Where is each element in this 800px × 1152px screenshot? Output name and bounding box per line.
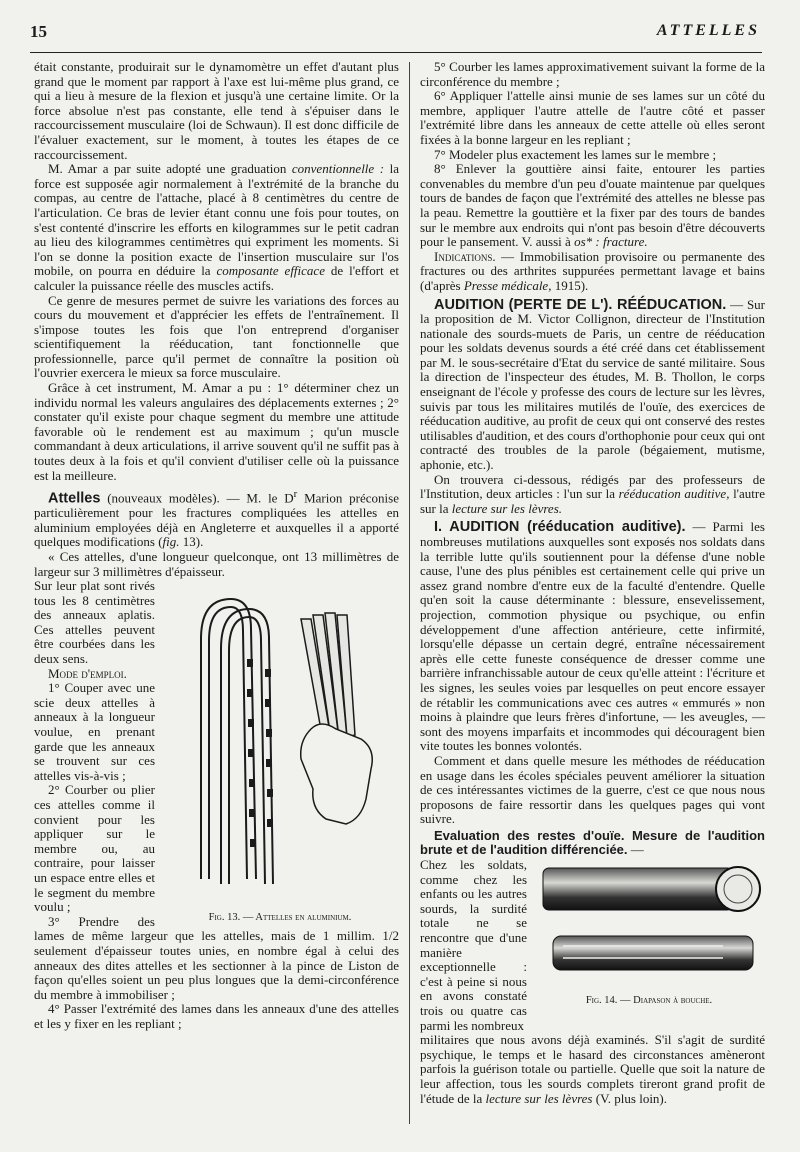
column-divider (409, 62, 410, 1124)
float-text: Chez les soldats, comme chez les enfants ou les autres sourds, la surdité totale ne se rencontre que d'une manière exceptionnelle : c'est à peine si nous en avons constaté trois ou quatre cas parmi les nombreux (420, 857, 527, 1033)
right-column (420, 60, 765, 1106)
step: 2° Courber ou plier ces attelles comme il convient pour les appliquer sur le membre ou, au contraire, pour laisser un espace entre elles et le segment du membre voulu ; (34, 782, 155, 915)
step: 8° Enlever la gouttière ainsi faite, entourer les parties convenables du membre d'un peu d'ouate maintenue par quelques tours de bandes de façon que l'extrémité des attelles ne blesse pas la peau. Remettre la gouttière et la fixer par des tours de bandes sur le membre aux endroits qui n'ont pas besoin d'être découverts pour le pansement. V. aussi à os* : fracture. (420, 161, 765, 250)
float-text: Sur leur plat sont rivés tous les 8 centimètres des anneaux aplatis. Ces attelles peuvent être courbées dans les deux sens. (34, 578, 155, 667)
figure-14 (533, 858, 765, 1009)
audition-entry: AUDITION (PERTE DE L'). RÉÉDUCATION. — Sur la proposition de M. Victor Collignon, directeur de l'Institution nationale des sourds-muets de Paris, un centre de rééducation pour les soldats devenus sourds a été créé dans cet établissement par M. le sous-secrétaire d'Etat du service de santé militaire. Sous la direction de l'inspecteur des études, M. B. Thollon, le corps enseignant de l'école y professe des cours de lecture sur les lèvres, suivis par tous les militaires mutilés de l'ouïe, des exercices de rééducation auditive, au profit de ceux qui ont conservé des restes utilisables d'audition, et des cours d'orthophonie pour ceux qui ont contracté des troubles de la parole (bégaiement, mutisme, aphonie, etc.). (420, 296, 765, 473)
diapason-illustration (533, 858, 765, 992)
audition-heading: AUDITION (PERTE DE L'). RÉÉDUCATION. (434, 296, 727, 313)
section-heading: I. AUDITION (rééducation auditive). (434, 519, 686, 536)
figure-13-caption: Fig. 13. — Attelles en aluminium. (208, 912, 352, 924)
step: 1° Couper avec une scie deux attelles à anneaux à la longueur voulue, en prenant garde que les anneaux se trouvent sur ces attelles vis-à-vis ; (34, 680, 155, 783)
eval-heading: Evaluation des restes d'ouïe. Mesure de l'audition brute et de l'audition différenciée. (420, 827, 765, 858)
paragraph: « Ces attelles, d'une longueur quelconque, ont 13 millimètres de largeur sur 3 millimètres d'épaisseur. (34, 548, 399, 579)
paragraph: était constante, produirait sur le dynamomètre un effet d'autant plus grand que le moment par rapport à l'axe est lui-même plus grand, ce qui a lieu à mesure de la flexion et jusqu'à une certaine limite. Or la force absolue n'est pas constante, elle tend à s'épuiser dans le raccourcissement musculaire (loi de Schwaun). Il est donc difficile de l'évaluer exactement, sur le moment, à toutes les étapes de ce raccourcissement. (34, 59, 399, 162)
eval-entry: Evaluation des restes d'ouïe. Mesure de l'audition brute et de l'audition différenciée. — (420, 827, 765, 858)
indications: Indications. — Immobilisation provisoire ou permanente des fractures ou des arthrites suppurées permettant lavage et bains (d'après Presse médicale, 1915). (420, 248, 765, 293)
mode-label: Mode d'emploi. (48, 665, 127, 681)
header-rule (30, 52, 762, 53)
paragraph: Comment et dans quelle mesure les méthodes de rééducation en usage dans les écoles spéciales peuvent améliorer la situation de ces intéressantes victimes de la guerre, c'est ce que nous nous proposons de faire ressortir dans les quelques pages qui vont suivre. (420, 752, 765, 827)
paragraph: Ce genre de mesures permet de suivre les variations des forces au cours du mouvement et d'apprécier les effets de l'entraînement. Il s'impose toutes les fois que l'on entreprend d'organiser scientifiquement la rééducation, tant fonctionnelle que professionnelle, parce qu'il permet de connaître la position où l'ouvrier exercera le mieux sa force musculaire. (34, 292, 399, 381)
splints-illustration (161, 579, 399, 909)
step: 5° Courber les lames approximativement suivant la forme de la circonférence du membre ; (420, 59, 765, 89)
paragraph: militaires que nous avons déjà examinés. S'il s'agit de surdité psychique, le temps et le hasard des circonstances amèneront parfois la guérison totale ou partielle. Quelle que soit la nature de leur affection, tous les sourds complets tireront grand profit de l'étude de la lecture sur les lèvres (V. plus loin). (420, 1032, 765, 1106)
paragraph: On trouvera ci-dessous, rédigés par des professeurs de l'Institution, deux articles : l'un sur la rééducation auditive, l'autre sur la lecture sur les lèvres. (420, 471, 766, 516)
step: 6° Appliquer l'attelle ainsi munie de ses lames sur un côté du membre, appliquer l'autre attelle de l'autre côté et passer l'extrémité libre dans les anneaux de cette attelle où elles seront fixées à la bonne largeur en les repliant ; (420, 88, 765, 147)
left-column (34, 60, 399, 1032)
figure-14-caption: Fig. 14. — Diapason à bouche. (585, 995, 713, 1007)
section-entry: I. AUDITION (rééducation auditive). — Parmi les nombreuses mutilations auxquelles sont exposés nos soldats dans la terrible lutte qu'ils soutiennent pour la défense d'une noble cause, l'une des plus pénibles est certainement celle qui prive un assez grand nombre d'entre eux de la faculté d'entendre. Quelle qu'en soit la cause déterminante : blessure, ensevelissement, projection, commotion physique ou psychique, ou enfin développement d'une affection antérieure, cette infirmité, lorsqu'elle dépasse un certain degré, entraîne nécessairement après elle cette funeste conséquence de dresser comme une barrière infranchissable autour de ceux qu'elle atteint : l'écriture et les signes, les seules voies par lesquelles on peut encore essayer de rétablir les communications avec ces autres « emmurés » non moins à plaindre que leurs frères d'infortune, — les aveugles, — sont des moyens imparfaits et incommodes qui découragent bien vite toutes les bonnes volontés. (420, 519, 765, 754)
step: 4° Passer l'extrémité des lames dans les anneaux d'une des attelles et les y fixer en les repliant ; (34, 1001, 399, 1031)
running-title: ATTELLES (656, 22, 760, 39)
paragraph: Grâce à cet instrument, M. Amar a pu : 1° déterminer chez un individu normal les valeurs angulaires des déplacements externes ; 2° constater qu'il existe pour chaque segment du membre une attitude favorable où le rendement est au maximum ; qu'un muscle commandant à deux articulations, il arrive souvent qu'il ne suffit pas à toutes deux à la fois et qu'il convient d'utiliser celle où la puissance est la meilleure. (34, 380, 399, 483)
step: 3° Prendre des lames de même largeur que les attelles, mais de 1 millim. 1/2 seulement d'épaisseur toutes unies, en nombre égal à celui des anneaux des dites attelles et les sectionner à la pince de Liston de façon qu'elles soient un peu plus longues que la demi-circonférence du membre à immobiliser ; (34, 913, 399, 1002)
step: 7° Modeler plus exactement les lames sur le membre ; (434, 146, 717, 162)
paragraph: M. Amar a par suite adopté une graduation conventionnelle : la force est supposée agir normalement à l'extrémité de la branche du compas, au centre de l'attache, placé à 8 centimètres du centre de l'articulation. Ce bras de levier étant connu une fois pour toutes, on s'est contenté d'inscrire les efforts en kilogrammes sur le petit cadran au lieu des kilogrammes centimètres qui expriment les moments. Si l'on se donne la position exacte de l'insertion musculaire sur l'os mobile, on pourra en déduire la composante efficace de l'effort et calculer la puissance réelle des muscles actifs. (34, 161, 400, 293)
attelles-entry: Attelles (nouveaux modèles). — M. le $D^r$ Marion préconise particulièrement pour les fractures compliquées les attelles en aluminium employées déjà en Angleterre et auxquelles il a apporté quelques modifications (fig. 13). (34, 488, 399, 550)
attelles-heading: Attelles (48, 490, 101, 507)
page-number: 15 (30, 22, 47, 41)
figure-13 (161, 579, 399, 926)
